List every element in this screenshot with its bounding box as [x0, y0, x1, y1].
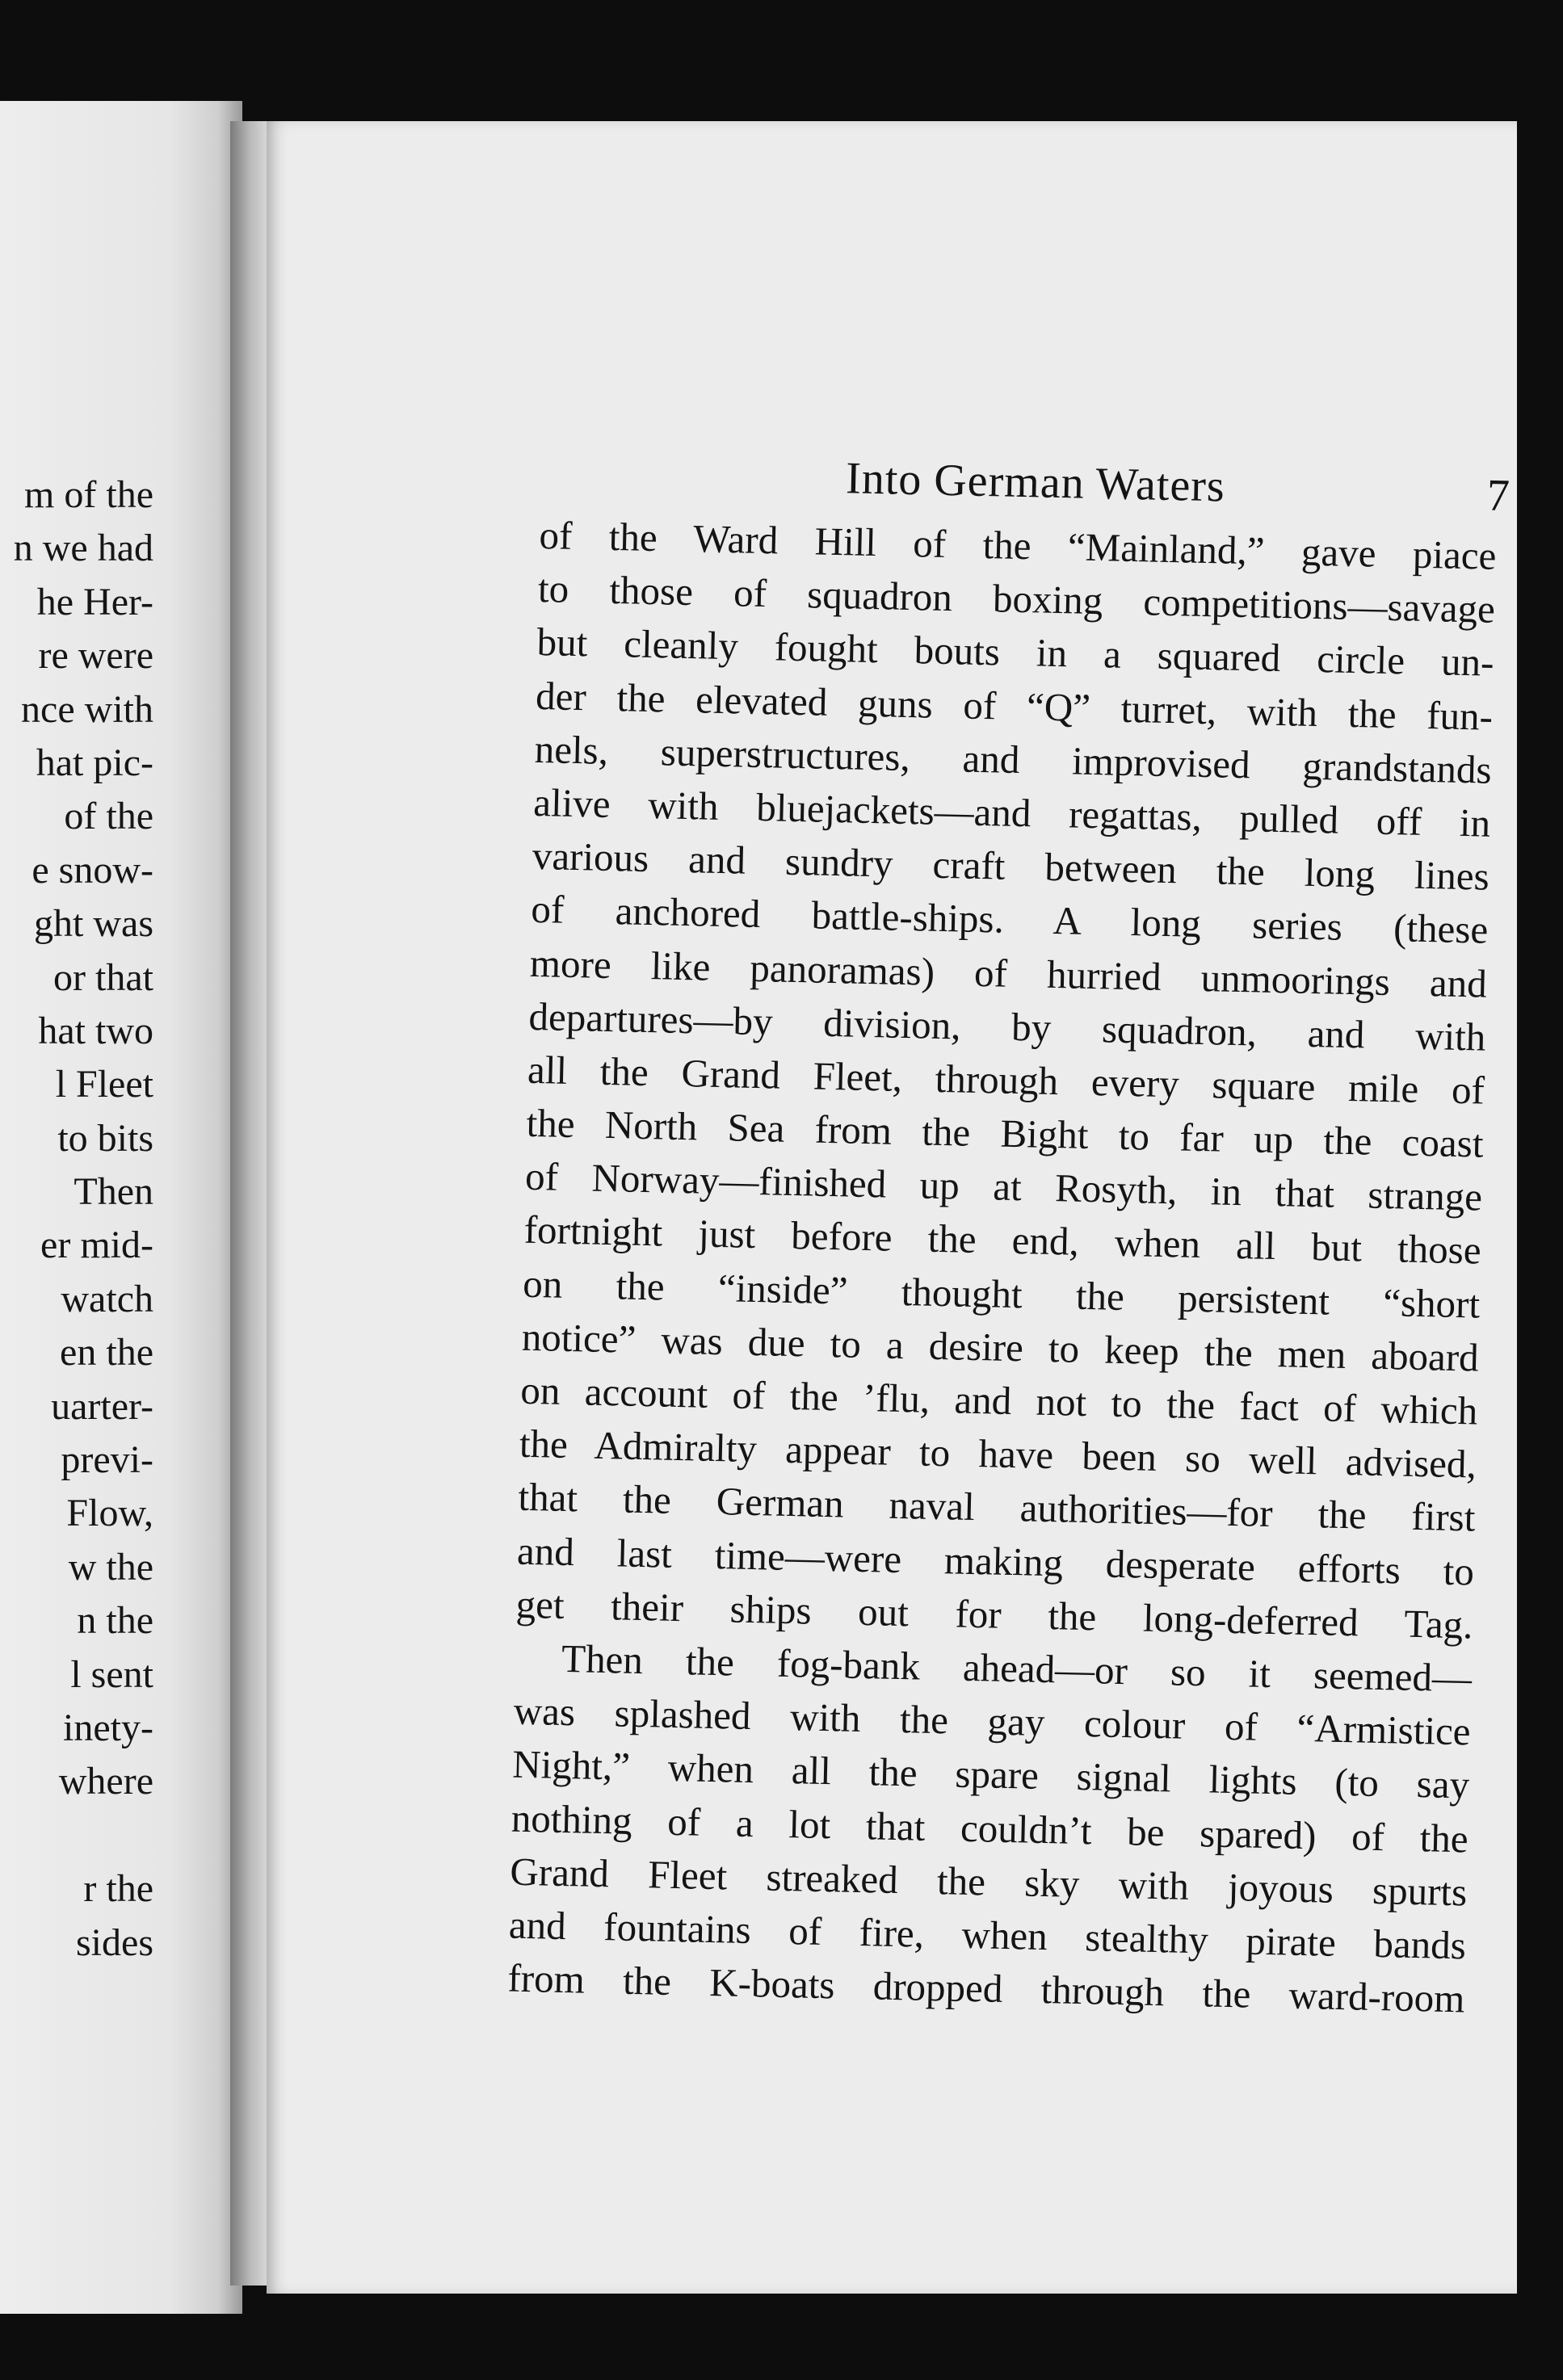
text-line — [0, 1809, 153, 1862]
text-line: r the — [83, 1867, 153, 1911]
text-line: m of the — [24, 473, 153, 516]
text-line: nothing of a lot that couldn’t be spared) of the — [510, 1795, 1469, 1861]
text-line: hat pic- — [36, 741, 153, 784]
text-line: alive with bluejackets—and regattas, pulled off in — [532, 779, 1491, 846]
text-line: of the — [64, 795, 153, 838]
text-line: der the elevated guns of “Q” turret, with the fun- — [535, 673, 1494, 739]
text-line: various and sundry craft between the long lines — [532, 833, 1490, 899]
text-line: the Admiralty appear to have been so well advised, — [519, 1421, 1477, 1487]
text-line: er mid- — [40, 1224, 153, 1267]
text-line: Night,” when all the spare signal lights (to say — [511, 1741, 1470, 1807]
text-line: en the — [60, 1331, 153, 1375]
text-line: the North Sea from the Bight to far up the coast — [526, 1100, 1485, 1166]
text-line: n the — [77, 1599, 153, 1643]
text-line: w the — [68, 1545, 153, 1589]
text-line: hat two — [38, 1009, 153, 1052]
text-line: all the Grand Fleet, through every square mile of — [527, 1047, 1485, 1113]
text-line: fortnight just before the end, when all but those — [523, 1207, 1482, 1274]
text-line: n we had — [13, 527, 153, 570]
text-line: on the “inside” thought the persistent “short — [522, 1261, 1481, 1327]
text-line: Then the fog-bank ahead—or so it seemed— — [561, 1635, 1473, 1701]
text-line: of anchored battle-ships. A long series (these — [530, 887, 1489, 953]
text-line: l Fleet — [55, 1063, 153, 1106]
running-title: Into German Waters — [845, 453, 1226, 512]
text-line: departures—by division, by squadron, and with — [527, 993, 1486, 1060]
text-line: uarter- — [51, 1384, 153, 1428]
text-line: notice” was due to a desire to keep the men aboard — [521, 1314, 1480, 1380]
text-line: more like panoramas) of hurried unmoorings and — [529, 940, 1488, 1006]
current-page — [267, 121, 1517, 2294]
text-line: where — [58, 1760, 153, 1803]
text-line: to bits — [57, 1116, 153, 1160]
text-line: ght was — [34, 902, 153, 946]
previous-page-text — [0, 468, 153, 1970]
text-line: e snow- — [32, 848, 153, 892]
text-line: or that — [53, 955, 153, 999]
text-line: watch — [61, 1277, 153, 1320]
text-line: Flow, — [66, 1492, 153, 1535]
text-line: on account of the ’flu, and not to the fact of which — [519, 1367, 1478, 1433]
text-line: Grand Fleet streaked the sky with joyous spurts — [509, 1849, 1468, 1915]
page-text-block — [507, 446, 1543, 2027]
text-line: and last time—were making desperate efforts to — [516, 1528, 1475, 1594]
text-line: that the German naval authorities—for the first — [517, 1475, 1476, 1540]
text-line: was splashed with the gay colour of “Armistice — [513, 1688, 1472, 1754]
text-line: to those of squadron boxing competitions—savage — [537, 566, 1496, 632]
text-line: get their ships out for the long-deferred Tag. — [515, 1581, 1474, 1648]
text-line: from the K-boats dropped through the ward-room — [507, 1955, 1465, 2021]
text-line: previ- — [61, 1438, 153, 1482]
text-line: sides — [76, 1920, 153, 1964]
text-line: inety- — [63, 1706, 153, 1749]
text-line: nels, superstructures, and improvised grandstands — [534, 726, 1493, 792]
text-line: l sent — [70, 1652, 153, 1696]
text-line: and fountains of fire, when stealthy pirate bands — [508, 1902, 1467, 1968]
text-line: Then — [74, 1170, 153, 1214]
text-line: but cleanly fought bouts in a squared circle un- — [536, 619, 1495, 686]
previous-page — [0, 101, 242, 2314]
text-line: of Norway—finished up at Rosyth, in that strange — [524, 1154, 1483, 1219]
text-line: of the Ward Hill of the “Mainland,” gave piace — [538, 512, 1497, 578]
page-number: 7 — [1486, 470, 1510, 522]
text-line: re were — [38, 634, 153, 678]
text-line: he Her- — [36, 580, 153, 623]
text-line: nce with — [21, 687, 153, 731]
